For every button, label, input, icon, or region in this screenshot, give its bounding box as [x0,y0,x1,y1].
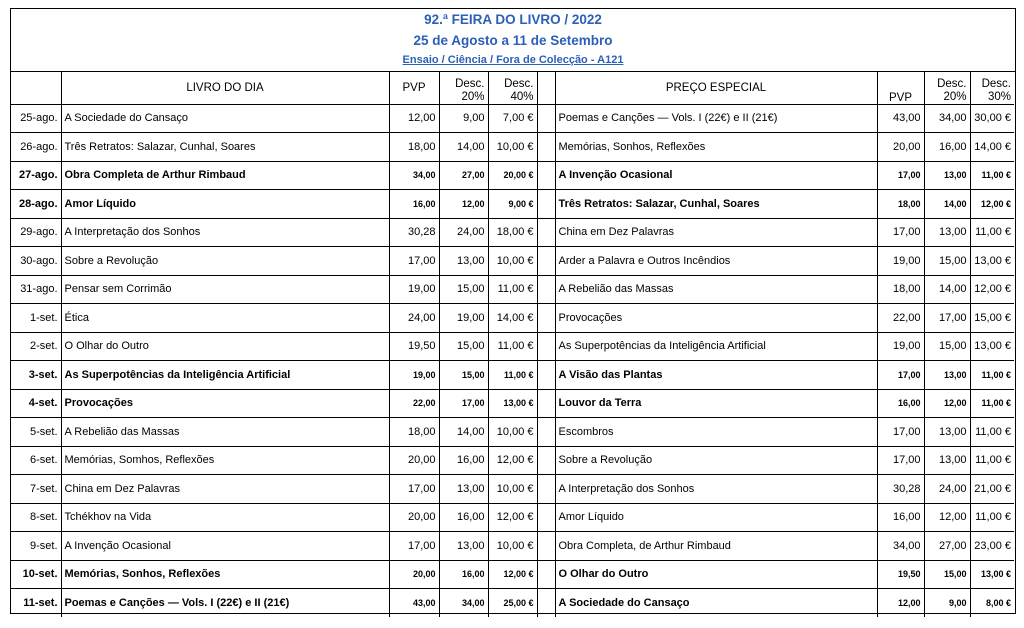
desc2-20-cell: 14,00 [924,190,970,219]
collection-label: Ensaio / Ciência / Fora de Colecção - A121 [402,54,624,66]
date-cell: 5-set. [11,418,61,447]
preco-especial-title: O Olhar do Outro [555,560,877,589]
desc2-20-cell: 13,00 [924,418,970,447]
preco-especial-title: A Invenção Ocasional [555,161,877,190]
header-desc2-20 [924,72,970,104]
pvp-cell: 17,00 [389,475,439,504]
desc40-cell: 20,00 € [488,161,537,190]
pvp2-cell: 12,00 [877,589,924,618]
pvp-cell: 19,50 [389,332,439,361]
livro-do-dia-title: Memórias, Somhos, Reflexões [61,446,389,475]
table-row [11,218,1014,247]
desc20-cell: 13,00 [439,247,488,276]
header-preco-especial: PREÇO ESPECIAL [555,72,877,104]
date-cell: 10-set. [11,560,61,589]
table-row [11,361,1014,390]
pvp-cell: 18,00 [389,133,439,162]
desc2-30-cell: 8,00 € [985,598,1011,608]
desc20-cell: 13,00 [439,532,488,561]
preco-especial-title: A Sociedade do Cansaço [555,589,877,618]
header-pvp2: PVP [877,72,924,104]
date-cell: 29-ago. [11,218,61,247]
desc2-20-cell: 16,00 [924,133,970,162]
header-desc-label: Desc. [504,77,534,90]
pvp2-cell: 16,00 [877,389,924,418]
pvp-cell: 19,00 [389,275,439,304]
table-row [11,418,1014,447]
gap-cell [537,532,555,561]
date-cell: 2-set. [11,332,61,361]
table-row [11,332,1014,361]
gap-cell [537,560,555,589]
desc40-cell: 12,00 € [488,446,537,475]
date-cell: 6-set. [11,446,61,475]
desc2-20-cell: 14,00 [924,275,970,304]
preco-especial-title: Obra Completa, de Arthur Rimbaud [555,532,877,561]
desc20-cell: 19,00 [439,304,488,333]
livro-do-dia-title: China em Dez Palavras [61,475,389,504]
desc2-20-cell: 15,00 [924,332,970,361]
livro-do-dia-title: A Rebelião das Massas [61,418,389,447]
table-row [11,247,1014,276]
livro-do-dia-title: As Superpotências da Inteligência Artificial [61,361,389,390]
date-cell: 9-set. [11,532,61,561]
livro-do-dia-title: Ética [61,304,389,333]
desc40-cell: 11,00 € [488,361,537,390]
desc2-30-cell: 11,00 € [970,218,1014,247]
desc20-cell: 24,00 [439,218,488,247]
pvp2-cell: 30,28 [877,475,924,504]
desc40-cell: 18,00 € [488,218,537,247]
price-sheet [10,8,1016,614]
preco-especial-title: China em Dez Palavras [555,218,877,247]
livro-do-dia-title: Sobre a Revolução [61,247,389,276]
desc2-20-cell: 15,00 [924,247,970,276]
desc2-30-cell: 15,00 € [970,304,1014,333]
pvp-cell: 22,00 [389,389,439,418]
table-row [11,389,1014,418]
date-cell: 27-ago. [11,161,61,190]
preco-especial-title: Memórias, Sonhos, Reflexões [555,133,877,162]
header-desc-label: Desc. [455,77,485,90]
livro-do-dia-title: Poemas e Canções — Vols. I (22€) e II (21€) [61,589,389,618]
gap-cell [537,418,555,447]
gap-cell [537,446,555,475]
desc40-cell: 25,00 € [488,589,537,618]
desc2-20-cell: 12,00 [924,503,970,532]
books-table [11,72,1014,617]
gap-cell [537,589,555,618]
desc2-30-cell: 11,00 € [970,161,1014,190]
preco-especial-title: Amor Líquido [555,503,877,532]
header-pct20: 20% [461,90,485,103]
header-pvp: PVP [389,72,439,104]
desc40-cell: 10,00 € [488,532,537,561]
desc20-cell: 12,00 [439,190,488,219]
livro-do-dia-title: A Interpretação dos Sonhos [61,218,389,247]
table-row [11,161,1014,190]
pvp2-cell: 22,00 [877,304,924,333]
pvp2-cell: 17,00 [877,446,924,475]
desc20-cell: 34,00 [439,589,488,618]
table-row [11,446,1014,475]
preco-especial-title: A Visão das Plantas [555,361,877,390]
pvp-cell: 20,00 [389,446,439,475]
pvp2-cell: 43,00 [877,104,924,133]
pvp-cell: 34,00 [389,161,439,190]
desc2-30-cell: 12,00 € [970,275,1014,304]
desc2-30-cell: 23,00 € [970,532,1014,561]
header-pct20b: 20% [943,90,967,103]
desc2-20-cell: 15,00 [924,560,970,589]
preco-especial-title: Escombros [555,418,877,447]
header-gap [537,72,555,104]
date-cell: 25-ago. [11,104,61,133]
desc40-cell: 13,00 € [488,389,537,418]
gap-cell [537,247,555,276]
desc2-20-cell: 9,00 [924,589,970,618]
desc20-cell: 15,00 [439,275,488,304]
date-cell: 31-ago. [11,275,61,304]
date-cell: 1-set. [11,304,61,333]
gap-cell [537,389,555,418]
desc40-cell: 10,00 € [488,475,537,504]
desc20-cell: 16,00 [439,503,488,532]
desc2-20-cell: 13,00 [924,361,970,390]
sheet-header [11,9,1015,72]
pvp-cell: 20,00 [389,503,439,532]
gap-cell [537,161,555,190]
pvp-cell: 43,00 [389,589,439,618]
table-row [11,589,1014,618]
desc2-20-cell: 17,00 [924,304,970,333]
livro-do-dia-title: Memórias, Sonhos, Reflexões [61,560,389,589]
livro-do-dia-title: Obra Completa de Arthur Rimbaud [61,161,389,190]
desc20-cell: 17,00 [439,389,488,418]
desc20-cell: 16,00 [439,560,488,589]
desc2-20-cell: 12,00 [924,389,970,418]
desc2-30-cell: 11,00 € [970,503,1014,532]
header-pct40: 40% [510,90,534,103]
gap-cell [537,190,555,219]
preco-especial-title: A Rebelião das Massas [555,275,877,304]
desc2-30-cell: 11,00 € [970,389,1014,418]
desc20-cell: 14,00 [439,418,488,447]
gap-cell [537,304,555,333]
date-cell: 30-ago. [11,247,61,276]
header-desc-20 [439,72,488,104]
desc40-cell: 12,00 € [488,560,537,589]
pvp2-cell: 17,00 [877,218,924,247]
table-header-row [11,72,1014,104]
desc2-20-cell: 13,00 [924,218,970,247]
livro-do-dia-title: Tchékhov na Vida [61,503,389,532]
desc2-30-cell: 13,00 € [970,332,1014,361]
table-row [11,104,1014,133]
pvp-cell: 24,00 [389,304,439,333]
preco-especial-title: Provocações [555,304,877,333]
pvp-cell: 12,00 [389,104,439,133]
desc20-cell: 14,00 [439,133,488,162]
desc40-cell: 10,00 € [488,247,537,276]
pvp-cell: 30,28 [389,218,439,247]
desc20-cell: 9,00 [439,104,488,133]
pvp-cell: 19,00 [389,361,439,390]
desc40-cell: 11,00 € [488,275,537,304]
table-row [11,304,1014,333]
desc20-cell: 15,00 [439,332,488,361]
header-desc-label: Desc. [981,77,1011,90]
table-row [11,532,1014,561]
pvp2-cell: 19,50 [877,560,924,589]
desc2-20-cell: 13,00 [924,446,970,475]
livro-do-dia-title: A Sociedade do Cansaço [61,104,389,133]
livro-do-dia-title: Pensar sem Corrimão [61,275,389,304]
pvp2-cell: 20,00 [877,133,924,162]
table-body [11,104,1014,617]
desc2-30-cell: 12,00 € [970,190,1014,219]
desc2-30-cell: 13,00 € [970,560,1014,589]
gap-cell [537,275,555,304]
pvp-cell: 16,00 [389,190,439,219]
desc2-30-cell: 21,00 € [970,475,1014,504]
table-row [11,190,1014,219]
date-cell: 26-ago. [11,133,61,162]
gap-cell [537,361,555,390]
pvp2-cell: 18,00 [877,190,924,219]
preco-especial-title: As Superpotências da Inteligência Artificial [555,332,877,361]
desc40-cell: 10,00 € [488,418,537,447]
table-row [11,133,1014,162]
date-cell: 8-set. [11,503,61,532]
header-desc-40 [488,72,537,104]
desc20-cell: 16,00 [439,446,488,475]
desc2-20-cell: 24,00 [924,475,970,504]
livro-do-dia-title: A Invenção Ocasional [61,532,389,561]
table-row [11,475,1014,504]
gap-cell [537,332,555,361]
desc2-20-cell: 27,00 [924,532,970,561]
desc2-30-cell: 11,00 € [970,361,1014,390]
pvp2-cell: 17,00 [877,418,924,447]
date-cell: 3-set. [11,361,61,390]
desc20-cell: 27,00 [439,161,488,190]
pvp2-cell: 17,00 [877,161,924,190]
date-cell: 28-ago. [11,190,61,219]
pvp-cell: 20,00 [389,560,439,589]
desc40-cell: 14,00 € [488,304,537,333]
desc40-cell: 11,00 € [488,332,537,361]
desc2-20-cell: 13,00 [924,161,970,190]
gap-cell [537,104,555,133]
header-desc-label: Desc. [937,77,967,90]
pvp-cell: 17,00 [389,532,439,561]
preco-especial-title: Poemas e Canções — Vols. I (22€) e II (21€) [555,104,877,133]
preco-especial-title: Sobre a Revolução [555,446,877,475]
desc40-cell: 7,00 € [488,104,537,133]
fair-dates: 25 de Agosto a 11 de Setembro [413,33,613,48]
desc20-cell: 13,00 [439,475,488,504]
header-desc2-30 [970,72,1014,104]
pvp2-cell: 18,00 [877,275,924,304]
preco-especial-title: Arder a Palavra e Outros Incêndios [555,247,877,276]
desc2-30-cell: 30,00 € [970,104,1014,133]
pvp2-cell: 19,00 [877,332,924,361]
gap-cell [537,133,555,162]
date-cell: 11-set. [11,589,61,618]
desc20-cell: 15,00 [439,361,488,390]
table-row [11,275,1014,304]
desc2-20-cell: 34,00 [924,104,970,133]
date-cell: 4-set. [11,389,61,418]
desc40-cell: 12,00 € [488,503,537,532]
header-pct30: 30% [987,90,1011,103]
livro-do-dia-title: Amor Líquido [61,190,389,219]
pvp2-cell: 19,00 [877,247,924,276]
livro-do-dia-title: O Olhar do Outro [61,332,389,361]
gap-cell [537,218,555,247]
header-date [11,72,61,104]
desc2-30-cell: 11,00 € [970,446,1014,475]
desc2-30-cell: 13,00 € [970,247,1014,276]
fair-title: 92.ª FEIRA DO LIVRO / 2022 [424,12,602,27]
desc40-cell: 9,00 € [488,190,537,219]
livro-do-dia-title: Três Retratos: Salazar, Cunhal, Soares [61,133,389,162]
desc2-30-cell: 14,00 € [970,133,1014,162]
preco-especial-title: A Interpretação dos Sonhos [555,475,877,504]
gap-cell [537,503,555,532]
table-row [11,560,1014,589]
date-cell: 7-set. [11,475,61,504]
preco-especial-title: Louvor da Terra [555,389,877,418]
header-livro-do-dia: LIVRO DO DIA [61,72,389,104]
pvp-cell: 17,00 [389,247,439,276]
desc40-cell: 10,00 € [488,133,537,162]
pvp2-cell: 34,00 [877,532,924,561]
preco-especial-title: Três Retratos: Salazar, Cunhal, Soares [555,190,877,219]
pvp-cell: 18,00 [389,418,439,447]
desc2-30-cell: 11,00 € [970,418,1014,447]
pvp2-cell: 16,00 [877,503,924,532]
table-row [11,503,1014,532]
pvp2-cell: 17,00 [877,361,924,390]
livro-do-dia-title: Provocações [61,389,389,418]
gap-cell [537,475,555,504]
